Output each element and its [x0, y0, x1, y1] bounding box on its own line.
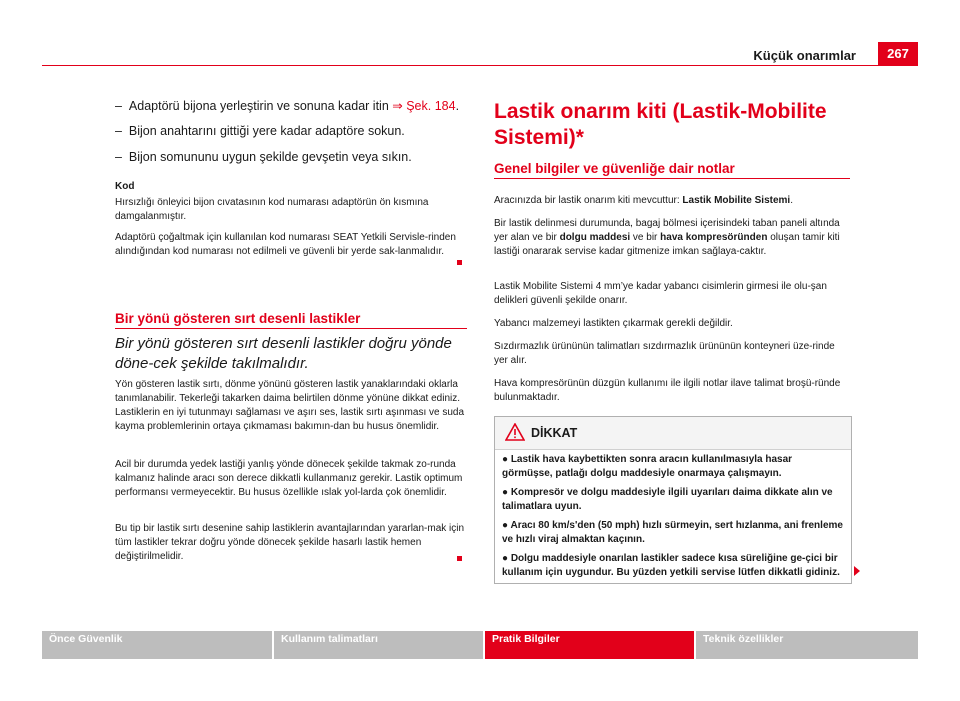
- kod-paragraph-1: Hırsızlığı önleyici bijon cıvatasının kod numarası adaptörün ön kısmına damgalanmıştır.: [115, 197, 429, 222]
- step-dash: –: [115, 124, 122, 138]
- text-run: ve bir: [630, 232, 661, 243]
- kod-paragraph-2: Adaptörü çoğaltmak için kullanılan kod numarası SEAT Yetkili Servisle-rinden alındığından kod numarası not edilmeli ve güvenli bir yerde sak-lanmalıdır.: [115, 232, 456, 257]
- section-rule: [494, 178, 850, 179]
- chapter-title-tire-repair-kit: Lastik onarım kiti (Lastik-Mobilite Sistemi)*: [494, 100, 827, 149]
- paragraph-foreign-object: Yabancı malzemeyi lastikten çıkarmak gerekli değildir.: [494, 318, 733, 329]
- figure-reference-link[interactable]: ⇒ Şek. 184: [392, 99, 456, 113]
- section-end-marker: [457, 260, 462, 265]
- warning-item-text: Aracı 80 km/s'den (50 mph) hızlı sürmeyin, sert hızlanma, ani frenleme ve hızlı viraj almaktan kaçının.: [502, 520, 843, 545]
- text-run-bold: Lastik Mobilite Sistemi: [682, 195, 791, 206]
- warning-item-text: Lastik hava kaybettikten sonra aracın kullanılmasıyla hasar görmüşse, patlağı dolgu maddesiyle onarmaya çalışmayın.: [502, 454, 793, 479]
- running-header-title: Küçük onarımlar: [753, 48, 856, 63]
- warning-item: [502, 453, 844, 480]
- warning-item: [502, 486, 844, 513]
- paragraph-direction-2: Acil bir durumda yedek lastiği yanlış yönde dönecek şekilde takmak zo-runda kalmanız halinde aracı son derece dikkatli kullanmanız gerekir. Lastik optimum performansı vermeyecektir. Bu husus özellikle ıslak yol-larda çok önemlidir.: [115, 459, 463, 498]
- section-subtitle: Bir yönü gösteren sırt desenli lastikler doğru yönde döne-cek şekilde takılmalıdır.: [115, 335, 452, 372]
- warning-box: [494, 416, 852, 584]
- step-text: Adaptörü bijona yerleştirin ve sonuna kadar itin: [128, 99, 393, 113]
- footer-tab-operating[interactable]: Kullanım talimatları: [274, 631, 483, 659]
- bullet-icon: ●: [502, 454, 509, 465]
- warning-item-text: Dolgu maddesiyle onarılan lastikler sadece kısa süreliğine ge-çici bir kullanım için uygundur. Bu yüzden yetkili servise lütfen dikkatli gidiniz.: [502, 553, 840, 578]
- header-rule: [42, 65, 918, 66]
- paragraph-direction-1: Yön gösteren lastik sırtı, dönme yönünü gösteren lastik yanaklarındaki oklarla tanımlanabilir. Tekerleği takarken daima belirtilen dönme yönüne dikkat ediniz. Lastiklerin en iyi tutunmayı sağlaması ve aşırı ses, lastik sırtı aşınması ve suda kayma problemlerinin ortaya çıkmaması bakımın-dan bu husus önemlidir.: [115, 379, 465, 432]
- text-run: Bir lastik delinmesi durumunda, bagaj bölmesi içerisindeki taban paneli altında yer alan ve bir: [494, 218, 840, 243]
- step-text: Bijon somununu uygun şekilde gevşetin veya sıkın.: [128, 150, 412, 164]
- text-run-bold: hava kompresöründen: [660, 232, 768, 243]
- bullet-icon: ●: [502, 520, 509, 531]
- step-end: .: [455, 99, 460, 113]
- text-run: .: [790, 195, 793, 206]
- step-dash: –: [115, 99, 122, 113]
- paragraph-kit-location: [494, 217, 850, 259]
- paragraph-kit-capacity: Lastik Mobilite Sistemi 4 mm’ye kadar yabancı cisimlerin girmesi ile olu-şan delikleri güvenli şekilde onarır.: [494, 281, 827, 306]
- warning-header: [495, 417, 851, 450]
- warning-list: [502, 453, 844, 585]
- section-title-general-safety: Genel bilgiler ve güvenliğe dair notlar: [494, 161, 735, 176]
- warning-item-text: Kompresör ve dolgu maddesiyle ilgili uyarıları daima dikkate alın ve talimatlara uyun.: [502, 487, 833, 512]
- paragraph-direction-3: Bu tip bir lastik sırtı desenine sahip lastiklerin avantajlarından yararlan-mak için tüm lastikler tekrar doğru yönde dönecek şekilde hasarlı lastik hemen değiştirilmelidir.: [115, 523, 465, 562]
- text-run: oluşan tamir kiti lastiği onararak servise kadar gitmenize imkan sağlaya-caktır.: [494, 232, 840, 257]
- step-text: Bijon anahtarını gittiği yere kadar adaptöre sokun.: [128, 124, 405, 138]
- text-run-bold: dolgu maddesi: [559, 232, 631, 243]
- footer-tab-technical[interactable]: Teknik özellikler: [696, 631, 918, 659]
- step-dash: –: [115, 150, 122, 164]
- bullet-icon: ●: [502, 553, 509, 564]
- step-1: [115, 98, 459, 113]
- step-3: [115, 150, 412, 164]
- footer-nav: [42, 631, 918, 659]
- paragraph-kit-intro: [494, 194, 850, 208]
- step-2: [115, 124, 405, 138]
- text-run: Aracınızda bir lastik onarım kiti mevcuttur:: [494, 195, 683, 206]
- section-end-marker: [457, 556, 462, 561]
- section-rule: [115, 328, 467, 329]
- bullet-icon: ●: [502, 487, 509, 498]
- continue-arrow-icon: [854, 566, 860, 576]
- warning-item: [502, 552, 844, 579]
- paragraph-compressor-notes: Hava kompresörünün düzgün kullanımı ile ilgili notlar ilave talimat broşü-ründe bulunmaktadır.: [494, 378, 841, 403]
- warning-title: DİKKAT: [531, 426, 578, 440]
- footer-tab-safety[interactable]: Önce Güvenlik: [42, 631, 272, 659]
- warning-item: [502, 519, 844, 546]
- paragraph-sealant-instructions: Sızdırmazlık ürününün talimatları sızdırmazlık ürününün konteyneri üze-rinde yer alır.: [494, 341, 835, 366]
- page-number: 267: [878, 42, 918, 66]
- warning-triangle-icon: [505, 423, 525, 441]
- footer-tab-practical[interactable]: Pratik Bilgiler: [485, 631, 694, 659]
- section-title-directional-tires: Bir yönü gösteren sırt desenli lastikler: [115, 311, 361, 326]
- kod-heading: Kod: [115, 181, 135, 192]
